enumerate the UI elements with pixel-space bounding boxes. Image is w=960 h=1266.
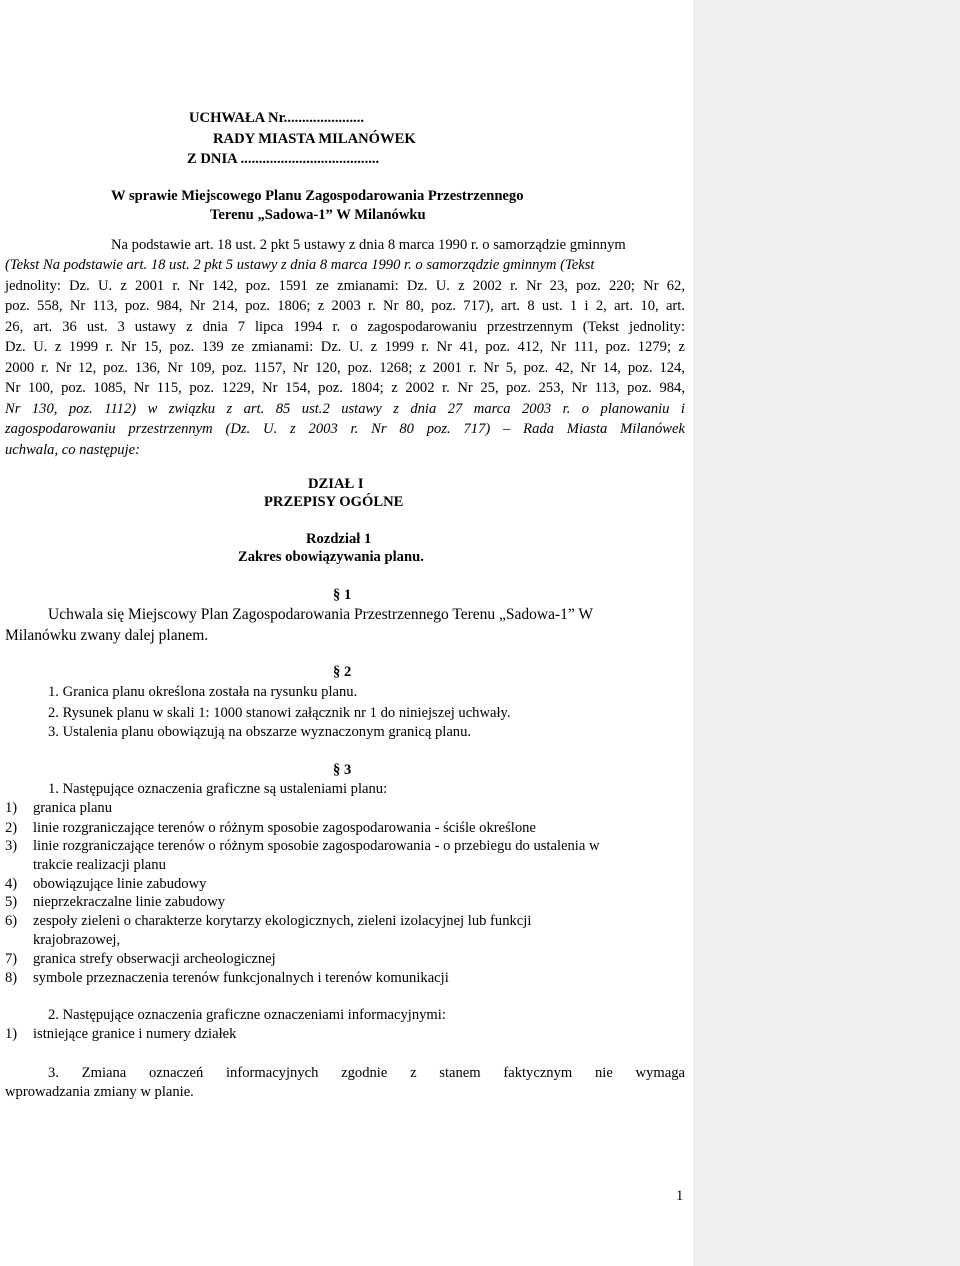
paragraph-3-point-3: 3. Zmiana oznaczeń informacyjnych zgodnie z stanem faktycznym nie wymaga xyxy=(48,1065,685,1081)
list-item: 2. Rysunek planu w skali 1: 1000 stanowi załącznik nr 1 do niniejszej uchwały. xyxy=(48,705,511,721)
page-number: 1 xyxy=(676,1188,684,1204)
list-item: linie rozgraniczające terenów o różnym sposobie zagospodarowania - o przebiegu do ustalenia w xyxy=(33,838,600,854)
preamble-line: Na podstawie art. 18 ust. 2 pkt 5 ustawy z dnia 8 marca 1990 r. o samorządzie gminnym xyxy=(111,237,626,253)
preamble-line: jednolity: Dz. U. z 2001 r. Nr 142, poz. 1591 ze zmianami: Dz. U. z 2002 r. Nr 23, poz. 220; Nr 62, xyxy=(5,278,685,294)
list-item: nieprzekraczalne linie zabudowy xyxy=(33,894,226,910)
paragraph-1-heading: § 1 xyxy=(333,587,352,603)
list-item-continuation: trakcie realizacji planu xyxy=(33,857,166,873)
list-number: 8) xyxy=(5,970,18,986)
list-number: 3) xyxy=(5,838,18,854)
resolution-title-line2: Terenu „Sadowa-1” W Milanówku xyxy=(210,207,426,223)
resolution-title-line1: W sprawie Miejscowego Planu Zagospodarowania Przestrzennego xyxy=(111,188,524,204)
paragraph-3-heading: § 3 xyxy=(333,762,352,778)
chapter-title: Zakres obowiązywania planu. xyxy=(238,549,424,565)
preamble-line: Dz. U. z 1999 r. Nr 15, poz. 139 ze zmianami: Dz. U. z 1999 r. Nr 41, poz. 412, Nr 111, poz. 1279; z xyxy=(5,339,685,355)
paragraph-1-text: Milanówku zwany dalej planem. xyxy=(5,627,209,644)
list-item: symbole przeznaczenia terenów funkcjonalnych i terenów komunikacji xyxy=(33,970,449,986)
list-number: 1) xyxy=(5,1026,18,1042)
resolution-number: UCHWAŁA Nr...................... xyxy=(189,110,365,126)
paragraph-2-heading: § 2 xyxy=(333,664,352,680)
list-number: 6) xyxy=(5,913,18,929)
preamble-line: uchwala, co następuje: xyxy=(5,442,140,458)
list-item: zespoły zieleni o charakterze korytarzy ekologicznych, zieleni izolacyjnej lub funkcji xyxy=(33,913,532,929)
division-heading: DZIAŁ I xyxy=(308,476,364,492)
list-number: 2) xyxy=(5,820,18,836)
comment-margin-pane xyxy=(693,0,960,1266)
list-number: 5) xyxy=(5,894,18,910)
list-item: granica planu xyxy=(33,800,113,816)
resolution-date: Z DNIA ...................................... xyxy=(187,151,380,167)
preamble-line: Nr 100, poz. 1085, Nr 115, poz. 1229, Nr 154, poz. 1804; z 2002 r. Nr 25, poz. 253, Nr 113, poz. 984, xyxy=(5,380,685,396)
list-item: 3. Ustalenia planu obowiązują na obszarze wyznaczonym granicą planu. xyxy=(48,724,472,740)
paragraph-3-point-2: 2. Następujące oznaczenia graficzne oznaczeniami informacyjnymi: xyxy=(48,1007,446,1023)
council-name: RADY MIASTA MILANÓWEK xyxy=(213,131,416,147)
preamble-line: Nr 130, poz. 1112) w związku z art. 85 ust.2 ustawy z dnia 27 marca 2003 r. o planowaniu i xyxy=(5,401,685,417)
preamble-line: 2000 r. Nr 12, poz. 136, Nr 109, poz. 1157, Nr 120, poz. 1268; z 2001 r. Nr 5, poz. 42, Nr 14, poz. 124, xyxy=(5,360,685,376)
list-item: obowiązujące linie zabudowy xyxy=(33,876,207,892)
list-number: 1) xyxy=(5,800,18,816)
list-number: 4) xyxy=(5,876,18,892)
paragraph-1-text: Uchwala się Miejscowy Plan Zagospodarowania Przestrzennego Terenu „Sadowa-1” W xyxy=(48,606,593,623)
preamble-line: poz. 558, Nr 113, poz. 984, Nr 214, poz. 1806; z 2003 r. Nr 80, poz. 717), art. 8 ust. 1 i 2, art. 10, art. xyxy=(5,298,685,314)
chapter-heading: Rozdział 1 xyxy=(306,531,372,547)
preamble-line: zagospodarowaniu przestrzennym (Dz. U. z 2003 r. Nr 80 poz. 717) – Rada Miasta Milanówek xyxy=(5,421,685,437)
preamble-line: (Tekst Na podstawie art. 18 ust. 2 pkt 5 ustawy z dnia 8 marca 1990 r. o samorządzie gminnym (Tekst xyxy=(5,257,595,273)
list-item-continuation: krajobrazowej, xyxy=(33,932,121,948)
list-number: 7) xyxy=(5,951,18,967)
list-item: granica strefy obserwacji archeologicznej xyxy=(33,951,276,967)
division-title: PRZEPISY OGÓLNE xyxy=(264,494,404,510)
list-item: linie rozgraniczające terenów o różnym sposobie zagospodarowania - ściśle określone xyxy=(33,820,536,836)
paragraph-3-point-1: 1. Następujące oznaczenia graficzne są ustaleniami planu: xyxy=(48,781,388,797)
list-item: istniejące granice i numery działek xyxy=(33,1026,237,1042)
list-item: 1. Granica planu określona została na rysunku planu. xyxy=(48,684,358,700)
paragraph-3-point-3-continuation: wprowadzania zmiany w planie. xyxy=(5,1084,194,1100)
preamble-line: 26, art. 36 ust. 3 ustawy z dnia 7 lipca 1994 r. o zagospodarowaniu przestrzennym (Tekst jednolity: xyxy=(5,319,685,335)
